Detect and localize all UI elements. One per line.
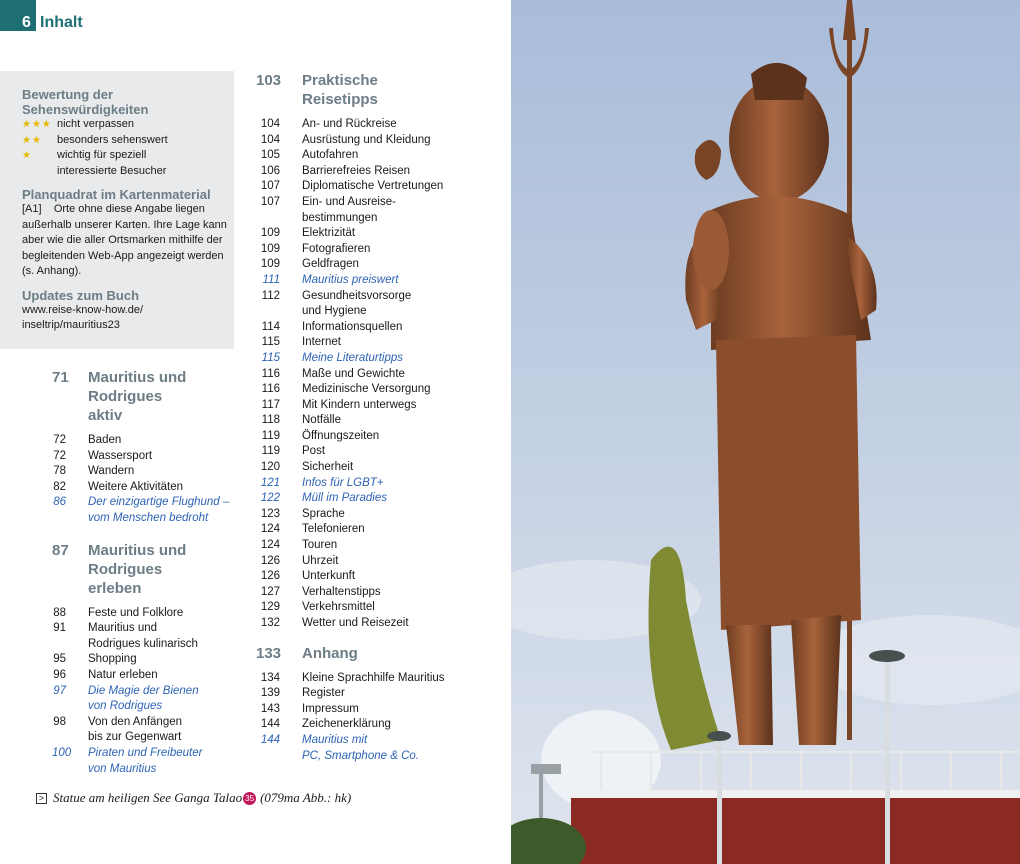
toc-entry-title [302,273,399,289]
updates-url[interactable]: www.reise-know-how.de/ [22,303,144,316]
toc-entry-title [88,684,199,715]
toc-page-number: 98 [53,715,66,728]
toc-page-number: 134 [260,671,280,684]
toc-page-number: 97 [53,684,66,697]
updates-url[interactable]: inseltrip/mauritius23 [22,319,120,331]
toc-entry-title-line: Mauritius mit [302,733,368,746]
chapter-heading[interactable] [52,368,232,425]
toc-page-number: 72 [53,449,66,462]
toc-entry-title [88,433,121,449]
chapter-title: Praktische Reisetipps [302,72,378,108]
toc-page-number: 107 [260,195,280,208]
chapter-title: Mauritius und Rodrigues aktiv [88,369,187,424]
toc-entry-title-line: Elektrizität [302,227,356,240]
toc-entry-title-line: Autofahren [302,149,359,162]
toc-entry-title [302,367,405,383]
chapter-heading[interactable] [256,644,486,663]
rating-label: wichtig für speziell interessierte Besucher [57,149,167,177]
toc-entry-title-line: Von den Anfängen [88,715,183,728]
toc-entry-title-line: Zeichenerklärung [302,718,391,731]
toc-page-number: 120 [260,461,280,474]
toc-entry-title [302,351,403,367]
toc-entry-title-line: Feste und Folklore [88,606,184,619]
toc-entry-title [88,621,198,652]
toc-entry-title-line: Piraten und Freibeuter [88,746,203,759]
caption-credit: (079ma Abb.: hk) [260,790,352,805]
toc-page-number: 124 [260,539,280,552]
toc-page-number: 144 [260,718,280,731]
toc-entry-title-line: Notfälle [302,414,341,427]
toc-entry-title-line: Die Magie der Bienen [88,684,199,697]
toc-entry[interactable] [256,289,486,320]
rating-row [22,148,226,179]
toc-page-number: 124 [260,523,280,536]
rating-label: nicht verpassen [57,118,135,130]
toc-entry-title-line: Öffnungszeiten [302,429,380,442]
toc-entry-title [302,702,359,718]
toc-entry-title [302,569,355,585]
toc-entry-title [302,507,345,523]
toc-entry-title [302,429,379,445]
toc-page-number: 78 [53,465,66,478]
star-icon: ★★ [22,134,42,146]
toc-entry-title-line: Baden [88,434,122,446]
toc-entry[interactable] [256,554,486,570]
toc-page-number: 88 [53,606,66,619]
toc-entry-title [302,686,345,702]
toc-entry-title [302,733,419,764]
toc-entry[interactable] [52,668,232,684]
toc-entry-title-line: bis zur Gegenwart [88,731,182,744]
toc-entry[interactable] [256,671,486,687]
star-icon: ★ [22,150,32,161]
toc-entry[interactable] [256,444,486,460]
toc-entry[interactable] [256,522,486,538]
toc-entry-title-line: Gesundheitsvorsorge [302,289,412,302]
toc-page-number: 109 [260,258,280,271]
toc-entry-title-line: An- und Rückreise [302,118,397,130]
caption-text: Statue am heiligen See Ganga Talao [53,790,243,805]
toc-entry-title-line: Register [302,687,345,700]
toc-page-number: 104 [260,118,280,130]
toc-page-number: 105 [260,149,280,162]
toc-chapter [52,541,232,778]
toc-page-number: 117 [261,398,280,411]
toc-entry[interactable] [256,717,486,733]
toc-entry[interactable] [52,433,232,449]
toc-page-number: 144 [260,733,280,746]
toc-entry-title [302,335,341,351]
toc-entry[interactable] [256,320,486,336]
toc-page-number: 106 [260,164,280,177]
toc-entry-title-line: Ausrüstung und Kleidung [302,133,431,146]
toc-page-number: 126 [260,570,280,583]
toc-entry[interactable] [52,746,232,777]
toc-entry-title [302,320,402,336]
toc-page-number: 126 [260,554,280,567]
toc-page-number: 96 [53,668,66,681]
toc-page-number: 119 [261,445,280,458]
toc-entry-title-line: Mauritius und [88,622,158,635]
toc-page-number: 127 [260,585,280,598]
toc-entry-title [302,671,445,687]
toc-entry[interactable] [256,538,486,554]
toc-entry-title [302,538,337,554]
toc-page-number: 104 [260,133,280,146]
toc-page-number: 139 [260,687,280,700]
toc-page-number: 100 [52,746,72,759]
toc-entry-title [302,226,355,242]
toc-entry-title [88,652,137,668]
toc-entry-title [88,464,134,480]
toc-entry-title [302,257,359,273]
toc-page-number: 115 [261,336,280,349]
toc-entry[interactable] [52,652,232,668]
toc-entry-title-line: PC, Smartphone & Co. [302,749,419,762]
toc-entry[interactable] [256,133,486,149]
chapter-page-number: 133 [256,644,282,662]
toc-left-column [52,368,232,777]
toc-page-number: 121 [260,476,280,489]
toc-page-number: 111 [262,273,280,286]
toc-entry-title-line: Internet [302,336,341,349]
toc-entry-title-line: Maße und Gewichte [302,367,405,380]
toc-page-number: 82 [53,480,66,493]
toc-entry-title [88,480,183,496]
toc-entry-title [302,195,396,226]
toc-entry-title-line: Uhrzeit [302,554,339,567]
toc-entry-title-line: Der einzigartige Flughund – [88,496,230,509]
toc-entry-title [302,413,341,429]
chapter-page-number: 71 [52,369,69,386]
chapter-title: Mauritius und Rodrigues erleben [88,541,187,597]
toc-entry-title-line: Medizinische Versorgung [302,383,431,396]
toc-entry-title-line: Mauritius preiswert [302,273,399,286]
toc-page-number: 72 [53,434,66,446]
page-number: 6 [22,14,31,31]
location-badge: 35 [243,792,256,805]
toc-entry[interactable] [256,569,486,585]
rating-label: besonders sehenswert [57,133,168,146]
toc-entry[interactable] [256,257,486,273]
toc-page-number: 91 [53,622,66,635]
rating-heading: Bewertung der Sehenswürdigkeiten [22,87,149,117]
toc-entry[interactable] [256,117,486,133]
toc-entry[interactable] [256,507,486,523]
toc-entry-title [302,585,381,601]
toc-entry[interactable] [256,460,486,476]
toc-page-number: 112 [261,289,280,302]
toc-page-number: 116 [261,383,280,396]
toc-entry[interactable] [256,476,486,492]
toc-entry-title [302,522,365,538]
toc-entry-title-line: Barrierefreies Reisen [302,164,411,177]
toc-entry[interactable] [52,480,232,496]
toc-entry-title [302,133,431,149]
toc-entry-title [88,449,152,465]
toc-page-number: 119 [261,429,280,442]
toc-entry-title [88,668,158,684]
toc-entry-title [88,715,182,746]
toc-entry[interactable] [52,464,232,480]
toc-entry[interactable] [256,398,486,414]
toc-entry-title-line: Müll im Paradies [302,492,387,505]
toc-entry[interactable] [52,606,232,622]
chapter-page-number: 87 [52,541,69,559]
toc-entry[interactable] [256,242,486,258]
toc-entry[interactable] [256,413,486,429]
toc-entry[interactable] [256,367,486,383]
toc-page-number: 129 [260,601,280,614]
toc-entry[interactable] [256,702,486,718]
toc-entry-title-line: Rodrigues kulinarisch [88,637,198,650]
toc-entry-title-line: Natur erleben [88,668,158,681]
toc-page-number: 109 [260,227,280,240]
toc-entry-title-line: Informationsquellen [302,320,403,333]
toc-entry-title-line: Sicherheit [302,461,354,474]
toc-entry-title-line: und Hygiene [302,305,367,318]
page-title: Inhalt [40,14,83,31]
toc-entry[interactable] [256,600,486,616]
toc-page-number: 115 [261,351,280,364]
toc-page-number: 109 [260,242,280,255]
toc-entry-title-line: Post [302,445,326,458]
toc-entry[interactable] [256,616,486,632]
toc-entry-title [302,616,409,632]
toc-entry-title-line: Unterkunft [302,570,356,583]
toc-entry[interactable] [52,621,232,652]
rating-row [22,133,226,149]
toc-entry[interactable] [256,351,486,367]
toc-entry-title [302,717,391,733]
toc-entry-title-line: Touren [302,539,338,552]
toc-entry-title-line: Impressum [302,702,359,715]
toc-entry-title-line: Infos für LGBT+ [302,476,384,489]
toc-entry-title-line: Sprache [302,507,345,520]
toc-entry[interactable] [256,429,486,445]
map-text [22,202,228,280]
toc-entry[interactable] [256,491,486,507]
toc-entry-title [302,382,431,398]
toc-entry-title [302,554,338,570]
chapter-heading[interactable] [52,541,232,598]
toc-entry-title [302,289,411,320]
toc-chapter [256,644,486,765]
toc-entry-title-line: Wetter und Reisezeit [302,617,409,629]
toc-entry[interactable] [256,686,486,702]
chapter-page-number: 103 [256,72,282,89]
toc-page-number: 95 [53,653,66,666]
toc-entry-title [302,460,353,476]
toc-entry[interactable] [256,273,486,289]
toc-entry-title [302,179,443,195]
shiva-statue-image [511,0,1020,864]
toc-entry[interactable] [256,226,486,242]
toc-entry[interactable] [52,684,232,715]
toc-entry-title-line: von Mauritius [88,762,157,775]
star-icon: ★★★ [22,119,52,130]
toc-entry-title-line: Weitere Aktivitäten [88,480,184,493]
toc-chapter [256,71,486,632]
toc-entry-title [88,606,183,622]
toc-entry[interactable] [52,715,232,746]
map-code: [A1] [22,203,42,215]
toc-entry-title [302,242,370,258]
map-description: Orte ohne diese Angabe liegen außerhalb unserer Karten. Ihre Lage kann aber wie die aller Ortsmarken mithilfe der begleitenden Web-App angezeigt werden (s. Anhang). [22,203,227,277]
toc-entry-title-line: Kleine Sprachhilfe Mauritius [302,671,445,684]
toc-entry-title-line: Diplomatische Vertretungen [302,180,444,193]
toc-right-column [256,71,486,764]
toc-page-number: 86 [53,496,66,509]
toc-entry-title-line: Verkehrsmittel [302,601,375,614]
map-heading: Planquadrat im Kartenmaterial [22,187,211,202]
toc-chapter [52,368,232,527]
toc-entry-title [302,398,416,414]
toc-entry[interactable] [256,179,486,195]
toc-page-number: 122 [260,492,280,505]
toc-entry[interactable] [256,195,486,226]
toc-entry-title-line: Wassersport [88,449,153,462]
toc-entry-title [302,164,410,180]
toc-entry-title-line: Telefonieren [302,523,365,536]
toc-entry-title-line: Shopping [88,653,137,666]
toc-page-number: 143 [260,702,280,715]
toc-entry-title [302,476,384,492]
toc-page-number: 116 [261,367,280,380]
toc-entry-title [302,148,358,164]
legend-box [0,71,234,349]
toc-entry-title-line: Ein- und Ausreise- [302,195,396,208]
toc-entry-title-line: Verhaltenstipps [302,585,381,598]
toc-entry[interactable] [52,449,232,465]
chapter-heading[interactable] [256,71,486,109]
rating-row [22,117,226,133]
toc-entry-title-line: bestimmungen [302,211,378,224]
chapter-title: Anhang [302,644,358,662]
toc-entry-title-line: Mit Kindern unterwegs [302,398,417,411]
toc-entry-title [88,746,202,777]
toc-entry-title-line: Meine Literaturtipps [302,351,403,364]
toc-entry-title [302,117,397,133]
toc-entry-title-line: Wandern [88,465,135,478]
toc-entry-title [302,600,375,616]
toc-entry-title [302,491,387,507]
toc-entry[interactable] [52,495,232,526]
toc-entry[interactable] [256,164,486,180]
toc-entry[interactable] [256,585,486,601]
toc-page-number: 114 [261,320,280,333]
toc-entry[interactable] [256,733,486,764]
toc-entry-title [88,495,229,526]
toc-entry[interactable] [256,335,486,351]
toc-page-number: 132 [260,617,280,629]
toc-entry-title-line: von Rodrigues [88,700,163,713]
toc-entry-title [302,444,325,460]
toc-entry-title-line: Fotografieren [302,242,371,255]
toc-page-number: 107 [260,180,280,193]
toc-page-number: 118 [261,414,280,427]
toc-page-number: 123 [260,507,280,520]
toc-entry[interactable] [256,382,486,398]
toc-entry-title-line: Geldfragen [302,258,359,271]
photo-caption [36,790,351,806]
updates-heading: Updates zum Buch [22,287,140,303]
toc-entry-title-line: vom Menschen bedroht [88,511,209,524]
toc-entry[interactable] [256,148,486,164]
arrow-box-icon: > [36,793,47,804]
